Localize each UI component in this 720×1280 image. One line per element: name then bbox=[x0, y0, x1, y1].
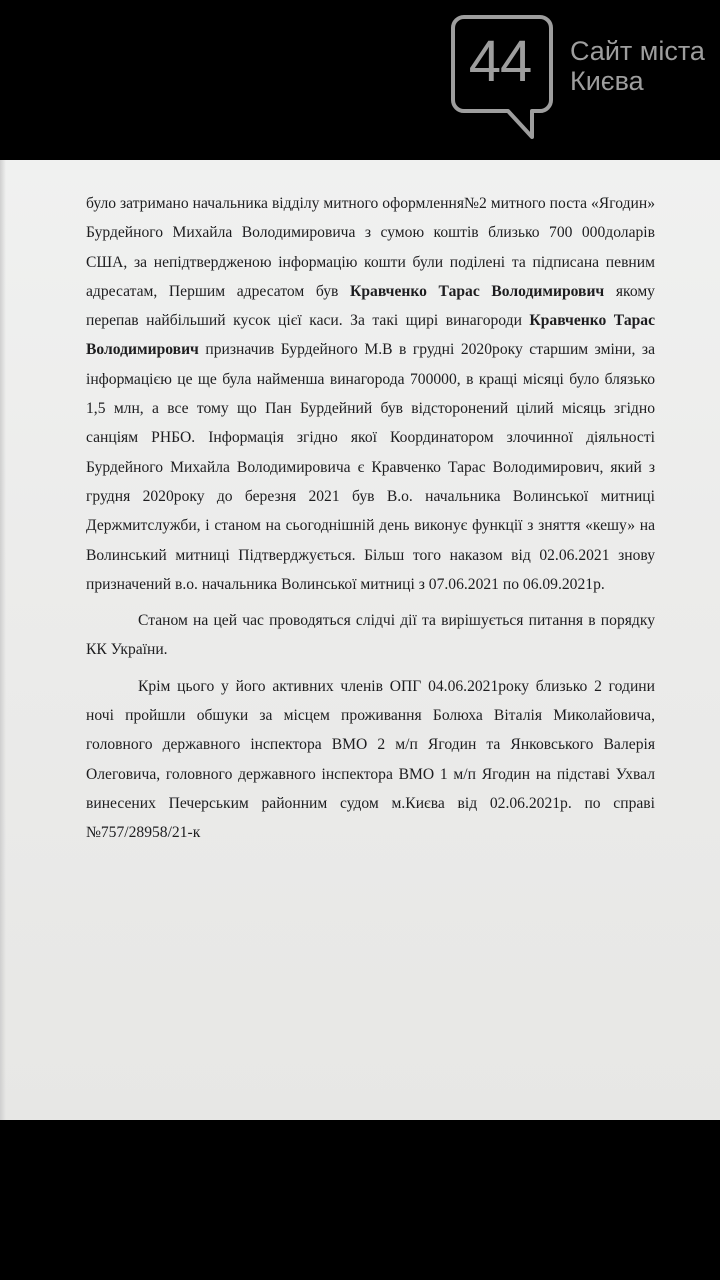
paragraph-3: Крім цього у його активних членів ОПГ 04.06.2021року близько 2 години ночі пройшли обшуки за місцем проживання Болюха Віталія Миколайовича, головного державного інспектора ВМО 2 м/п Ягодин та Янковського Валерія Олеговича, головного державного інспектора ВМО 1 м/п Ягодин на підставі Ухвал винесених Печерським районним судом м.Києва від 02.06.2021р. по справі №757/28958/21-к bbox=[86, 677, 655, 842]
logo-line-2: Києва bbox=[570, 66, 644, 96]
document-body bbox=[86, 189, 655, 848]
logo-line-1: Сайт міста bbox=[570, 36, 705, 66]
document-page bbox=[0, 160, 720, 1120]
paragraph-2: Станом на цей час проводяться слідчі дії та вирішується питання в порядку КК України. bbox=[86, 612, 655, 659]
paragraph-1-part-b: якому перепав найбільший кусок цієї каси. За такі щирі винагороди bbox=[86, 282, 655, 330]
bold-name-1: Кравченко Тарас Володимирович bbox=[350, 282, 605, 300]
top-black-band bbox=[0, 0, 720, 160]
bold-name-2: Кравченко Тарас Володимирович bbox=[86, 312, 656, 359]
site-logo[interactable] bbox=[450, 14, 710, 142]
bottom-black-band bbox=[0, 1120, 720, 1280]
logo-number: 44 bbox=[468, 29, 532, 94]
paragraph-1-part-a: було затримано начальника відділу митного оформлення№2 митного поста «Ягодин» Бурдейного Михайла Володимировича з сумою коштів близько 700 000доларів США, за непідтвердженою інформацію кошти були поділені та підписана певним адресатам, Першим адресатом був bbox=[86, 195, 655, 300]
logo-text bbox=[570, 36, 710, 96]
paragraph-1 bbox=[86, 189, 655, 599]
paragraph-1-part-c: призначив Бурдейного М.В в грудні 2020року старшим зміни, за інформацією це ще була найменша винагорода 700000, в кращі місяці було блязько 1,5 млн, а все тому що Пан Бурдейний був відсторонений цілий місяць згідно санціям РНБО. Інформація згідно якої Координатором злочинної діяльності Бурдейного Михайла Володимировича є Кравченко Тарас Володимирович, який з грудня 2020року до березня 2021 був В.о. начальника Волинської митниці Держмитслужби, і станом на сьогоднішній день виконує функції з зняття «кешу» на Волинський митниці Підтверджується. Більш того наказом від 02.06.2021 знову призначений в.о. начальника Волинської митниці з 07.06.2021 по 06.09.2021р. bbox=[86, 341, 655, 593]
